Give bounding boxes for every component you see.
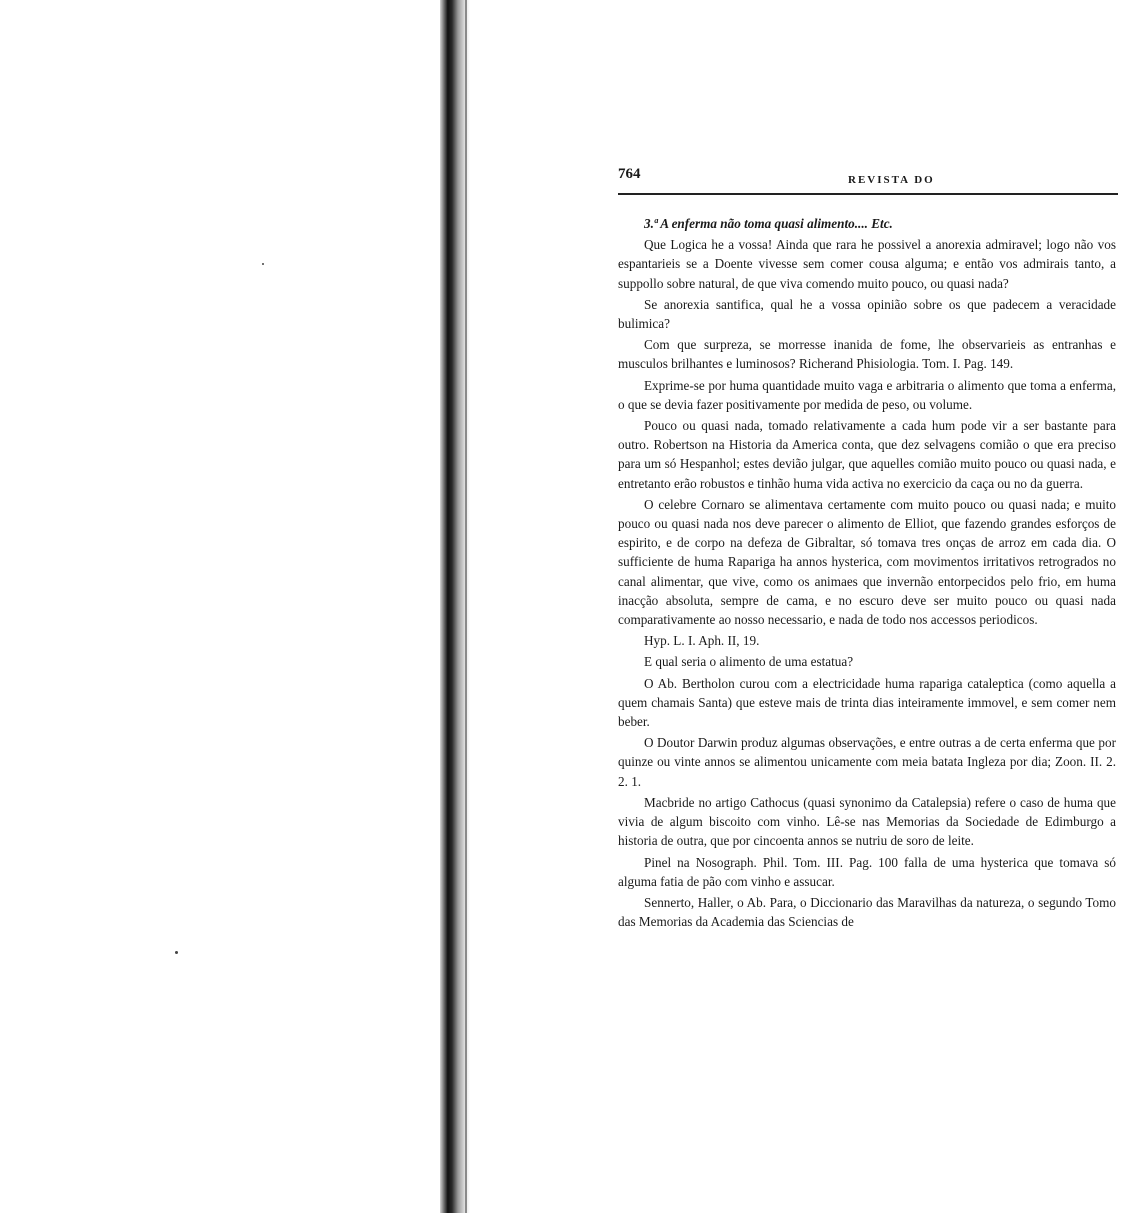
paragraph: Sennerto, Haller, o Ab. Para, o Diccionario das Maravilhas da natureza, o segundo Tomo das Memorias da Academia das Sciencias de xyxy=(618,894,1116,930)
gutter-line xyxy=(465,0,467,1213)
page-number: 764 xyxy=(618,166,641,182)
header-rule xyxy=(618,193,1118,195)
section-heading: 3.ª A enferma não toma quasi alimento.... Etc. xyxy=(644,216,893,231)
ink-speck xyxy=(262,263,264,265)
left-page xyxy=(0,0,440,1213)
paragraph: Macbride no artigo Cathocus (quasi synonimo da Catalepsia) refere o caso de huma que vivia de algum biscoito com vinho. Lê-se nas Memorias da Sociedade de Edimburgo a historia de outra, que por cincoenta annos se nutriu de soro de leite. xyxy=(618,794,1116,849)
right-page xyxy=(470,0,1129,1213)
ink-speck xyxy=(175,951,178,954)
page-body xyxy=(618,214,1116,933)
paragraph: Exprime-se por huma quantidade muito vaga e arbitraria o alimento que toma a enferma, o que se devia fazer positivamente por medida de peso, ou volume. xyxy=(618,377,1116,412)
paragraph: Com que surpreza, se morresse inanida de fome, lhe observarieis as entranhas e musculos brilhantes e luminosos? Richerand Phisiologia. Tom. I. Pag. 149. xyxy=(618,337,1116,372)
paragraph: Pouco ou quasi nada, tomado relativamente a cada hum pode vir a ser bastante para outro. Robertson na Historia da America conta, que dez selvagens comião o que era preciso para um só Hespanhol; estes devião julgar, que aquelles comião muito pouco ou quasi nada, e entretanto erão robustos e tinhão huma vida activa no exercicio da caça ou no da guerra. xyxy=(618,418,1116,491)
paragraph: Que Logica he a vossa! Ainda que rara he possivel a anorexia admiravel; logo não vos espantarieis se a Doente vivesse sem comer cousa alguma; e então vos admirais tanto, a suppollo sobre natural, de que viva comendo muito pouco, ou quasi nada? xyxy=(618,237,1116,291)
paragraph: Pinel na Nosograph. Phil. Tom. III. Pag. 100 falla de uma hysterica que tomava só alguma fatia de pão com vinho e assucar. xyxy=(618,854,1116,889)
paragraph: Se anorexia santifica, qual he a vossa opinião sobre os que padecem a veracidade bulimica? xyxy=(618,296,1116,332)
citation: Hyp. L. I. Aph. II, 19. xyxy=(644,633,760,649)
running-head: REVISTA DO xyxy=(848,174,935,186)
paragraph: O celebre Cornaro se alimentava certamente com muito pouco ou quasi nada; e muito pouco ou quasi nada nos deve parecer o alimento de Elliot, que fazendo grandes esforços de espirito, e de corpo na defeza de Gibraltar, só tomava tres onças de arroz em cada dia. O sufficiente de huma Rapariga ha annos hysterica, com movimentos irritativos retrogrados no canal alimentar, que vive, como os animaes que invernão entorpecidos pelo frio, em huma inacção absoluta, sempre de cama, e no escuro deve ser muito pouco ou quasi nada comparativamente ao nosso necessario, e nada de todo nos accessos periodicos. xyxy=(618,496,1116,628)
paragraph: O Ab. Bertholon curou com a electricidade huma rapariga cataleptica (como aquella a quem chamais Santa) que esteve mais de trinta dias inteiramente immovel, e sem comer nem beber. xyxy=(618,675,1116,730)
paragraph: O Doutor Darwin produz algumas observações, e entre outras a de certa enferma que por quinze ou vinte annos se alimentou unicamente com meia batata Ingleza por dia; Zoon. II. 2. 2. 1. xyxy=(618,735,1116,789)
paragraph: E qual seria o alimento de uma estatua? xyxy=(644,654,854,670)
page-header xyxy=(618,164,1118,192)
